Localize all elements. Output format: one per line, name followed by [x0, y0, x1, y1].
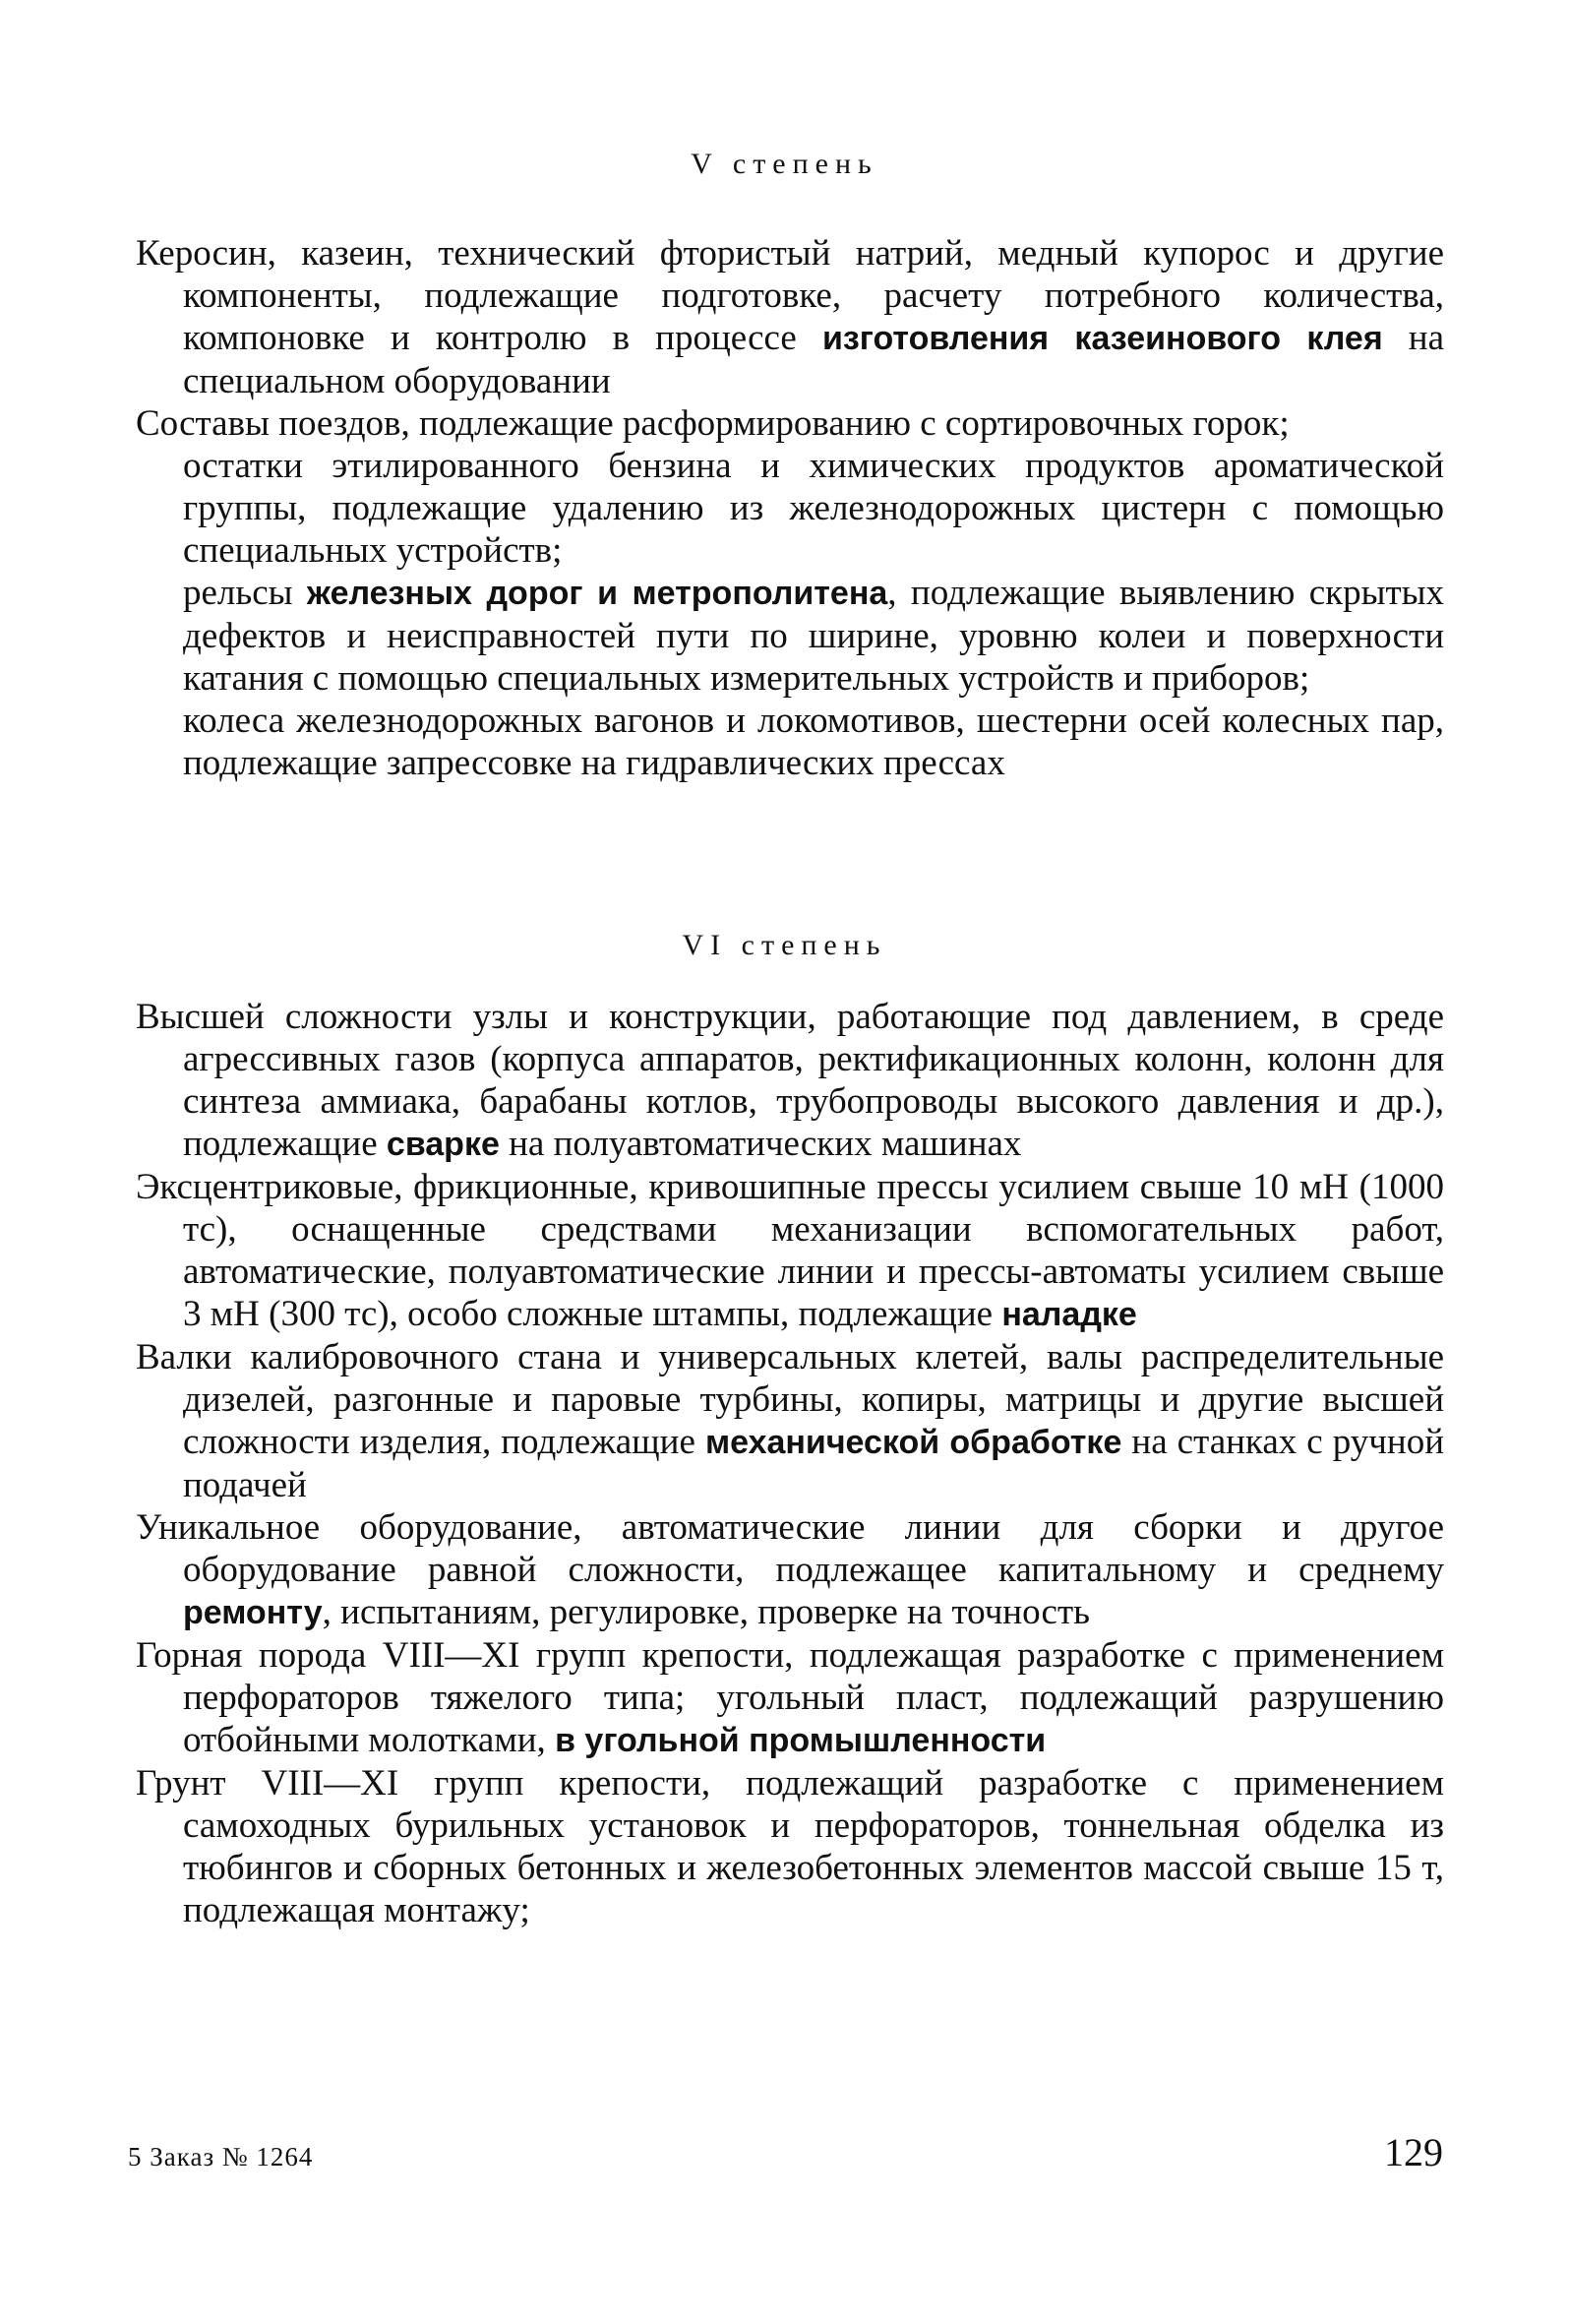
bold-term: железных дорог и метрополитена [306, 575, 888, 612]
section-vi-degree [136, 996, 1444, 1931]
section-v-degree [136, 232, 1444, 784]
entry-trains: Составы поездов, подлежащие расформированию с сортировочных горок; [136, 403, 1290, 444]
entry-presses: Эксцентриковые, фрикционные, кривошипные прессы усилием свыше 10 мН (1000 тс), оснащенные средствами механизации вспомогательных работ, автоматические, полуавтоматические линии и прессы-автоматы усилием свыше 3 мН (300 тс), особо сложные штампы, подлежащие наладке [136, 1167, 1444, 1334]
entry-kerosene: Керосин, казеин, технический фтористый натрий, медный купорос и другие компоненты, подлежащие подготовке, расчету потребного количества, компоновке и контролю в процессе изготовления казеинового клея на специальном оборудовании [136, 233, 1444, 401]
bold-term: ремонту [183, 1594, 323, 1631]
bold-term: сварке [386, 1126, 500, 1163]
entry-rails: рельсы железных дорог и метрополитена, подлежащие выявлению скрытых дефектов и неисправностей пути по ширине, уровню колеи и поверхности катания с помощью специальных измерительных устройств и приборов; [183, 573, 1445, 699]
bold-term: в угольной промышленности [555, 1722, 1047, 1759]
bold-term: изготовления казеинового клея [821, 320, 1383, 357]
page-number: 129 [1384, 2130, 1443, 2174]
bold-term: механической обработке [704, 1424, 1122, 1461]
entry-rolls: Валки калибровочного стана и универсальных клетей, валы распределительные дизелей, разгонные и паровые турбины, копиры, матрицы и другие высшей сложности изделия, подлежащие механической обработке на станках с ручной подачей [136, 1337, 1444, 1505]
entry-unique-equipment: Уникальное оборудование, автоматические линии для сборки и другое оборудование равной сложности, подлежащее капитальному и среднему ремонту, испытаниям, регулировке, проверке на точность [136, 1507, 1444, 1632]
bold-term: наладке [1001, 1296, 1137, 1333]
entry-rock: Горная порода VIII—XI групп крепости, подлежащая разработке с применением перфораторов тяжелого типа; угольный пласт, подлежащий разрушению отбойными молотками, в угольной промышленности [136, 1635, 1444, 1760]
section-title-v: V степень [691, 148, 878, 180]
entry-petrol-residue: остатки этилированного бензина и химических продуктов ароматической группы, подлежащие удалению из железнодорожных цистерн с помощью специальных устройств; [183, 446, 1444, 571]
print-signature: 5 Заказ № 1264 [128, 2142, 314, 2171]
entry-wheels: колеса железнодорожных вагонов и локомотивов, шестерни осей колесных пар, подлежащие запрессовке на гидравлических прессах [183, 701, 1444, 783]
entry-soil: Грунт VIII—XI групп крепости, подлежащий разработке с применением самоходных бурильных установок и перфораторов, тоннельная обделка из тюбингов и сборных бетонных и железобетонных элементов массой свыше 15 т, подлежащая монтажу; [136, 1763, 1444, 1930]
entry-high-pressure-units: Высшей сложности узлы и конструкции, работающие под давлением, в среде агрессивных газов (корпуса аппаратов, ректификационных колонн, колонн для синтеза аммиака, барабаны котлов, трубопроводы высокого давления и др.), подлежащие сварке на полуавтоматических машинах [136, 997, 1444, 1164]
section-title-vi: VI степень [682, 929, 887, 961]
